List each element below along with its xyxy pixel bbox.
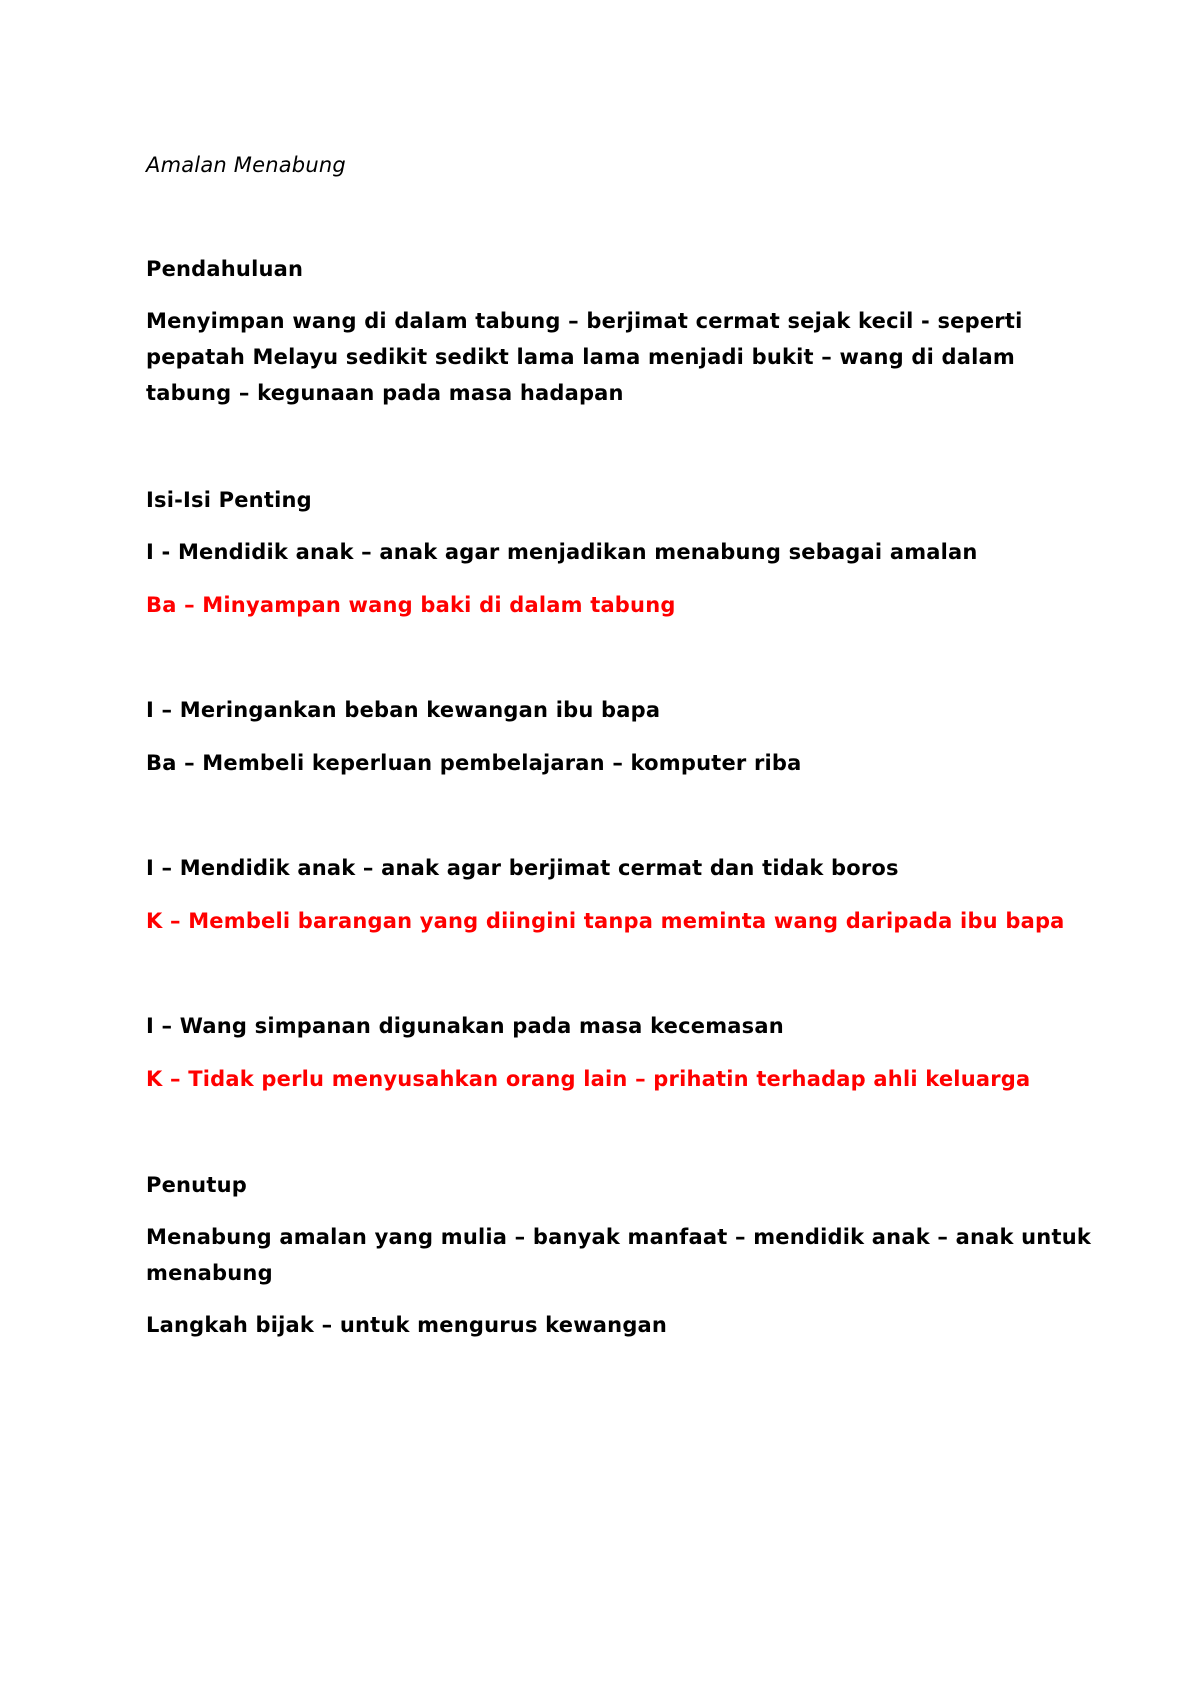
isi-line: I – Mendidik anak – anak agar berjimat cermat dan tidak boros xyxy=(146,856,899,880)
detail-line: K – Tidak perlu menyusahkan orang lain – prihatin terhadap ahli keluarga xyxy=(146,1067,1031,1091)
intro-line: tabung – kegunaan pada masa hadapan xyxy=(146,381,624,405)
body-heading: Isi-Isi Penting xyxy=(146,488,312,512)
detail-line: Ba – Membeli keperluan pembelajaran – komputer riba xyxy=(146,751,802,775)
document-title: Amalan Menabung xyxy=(146,153,346,177)
isi-line: I - Mendidik anak – anak agar menjadikan menabung sebagai amalan xyxy=(146,540,978,564)
closing-heading: Penutup xyxy=(146,1173,247,1197)
intro-heading: Pendahuluan xyxy=(146,257,304,281)
detail-line: Ba – Minyampan wang baki di dalam tabung xyxy=(146,593,676,617)
isi-line: I – Wang simpanan digunakan pada masa kecemasan xyxy=(146,1014,784,1038)
intro-line: pepatah Melayu sedikit sedikt lama lama menjadi bukit – wang di dalam xyxy=(146,345,1015,369)
closing-line: Menabung amalan yang mulia – banyak manfaat – mendidik anak – anak untuk xyxy=(146,1225,1092,1249)
closing-line: Langkah bijak – untuk mengurus kewangan xyxy=(146,1313,668,1337)
detail-line: K – Membeli barangan yang diingini tanpa meminta wang daripada ibu bapa xyxy=(146,909,1065,933)
isi-line: I – Meringankan beban kewangan ibu bapa xyxy=(146,698,661,722)
closing-line: menabung xyxy=(146,1261,273,1285)
intro-line: Menyimpan wang di dalam tabung – berjimat cermat sejak kecil - seperti xyxy=(146,309,1023,333)
